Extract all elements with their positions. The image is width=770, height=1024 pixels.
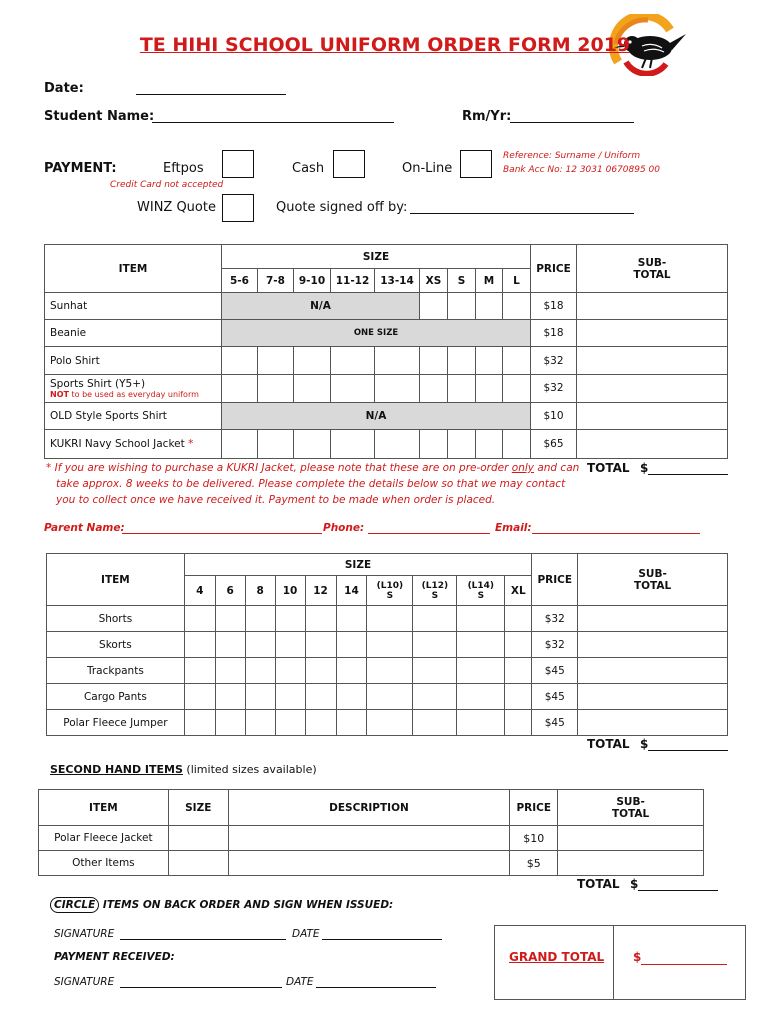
bank-account: Bank Acc No: 12 3031 0670895 00: [503, 165, 660, 175]
qty-cell[interactable]: [503, 293, 531, 320]
qty-cell[interactable]: [275, 606, 305, 632]
item-note: NOT to be used as everyday uniform: [50, 389, 199, 399]
bank-reference: Reference: Surname / Uniform: [503, 151, 641, 161]
size-col: (L10) S: [367, 576, 413, 606]
size-col: 4: [184, 576, 215, 606]
subtotal-header: SUB- TOTAL: [578, 554, 728, 606]
qty-cell[interactable]: [215, 658, 245, 684]
item-price: $32: [532, 606, 578, 632]
size-cell[interactable]: [168, 826, 228, 851]
subtotal-cell[interactable]: [577, 293, 728, 320]
qty-cell[interactable]: [245, 684, 275, 710]
qty-cell[interactable]: [367, 632, 413, 658]
subtotal-header: SUB- TOTAL: [558, 790, 704, 826]
item-name: Polar Fleece Jacket: [39, 826, 169, 851]
size-col: L: [503, 269, 531, 293]
qty-cell[interactable]: [215, 632, 245, 658]
item-price: $5: [510, 851, 558, 876]
qty-cell[interactable]: [294, 347, 331, 374]
subtotal-cell[interactable]: [578, 658, 728, 684]
subtotal-cell[interactable]: [577, 429, 728, 458]
uniform-table-2: [46, 553, 728, 736]
qty-cell[interactable]: [305, 710, 336, 736]
item-name: Other Items: [39, 851, 169, 876]
total-dollar-3: $: [630, 877, 639, 891]
item-name: Beanie: [45, 320, 222, 347]
qty-cell[interactable]: [336, 632, 367, 658]
item-name: Sports Shirt (Y5+): [50, 377, 146, 390]
size-col: (L12) S: [413, 576, 457, 606]
item-price: $45: [532, 658, 578, 684]
qty-cell[interactable]: [258, 429, 294, 458]
qty-cell[interactable]: [331, 429, 375, 458]
payment-received-label: PAYMENT RECEIVED:: [54, 951, 175, 963]
subtotal-cell[interactable]: [577, 320, 728, 347]
qty-cell[interactable]: [245, 632, 275, 658]
qty-cell[interactable]: [275, 684, 305, 710]
size-col: XL: [505, 576, 532, 606]
item-name-cell: [45, 374, 222, 402]
table-row: [45, 402, 728, 429]
description-cell[interactable]: [228, 826, 510, 851]
subtotal-header: SUB- TOTAL: [577, 245, 728, 293]
item-price: $10: [510, 826, 558, 851]
student-name-label: Student Name:: [44, 109, 155, 124]
description-cell[interactable]: [228, 851, 510, 876]
eftpos-checkbox[interactable]: [222, 150, 254, 178]
subtotal-cell[interactable]: [577, 402, 728, 429]
qty-cell[interactable]: [457, 710, 505, 736]
table-row: [39, 851, 704, 876]
date-field[interactable]: [136, 94, 286, 95]
cash-checkbox[interactable]: [333, 150, 365, 178]
total-dollar-1: $: [640, 461, 649, 475]
na-cell: N/A: [222, 293, 420, 320]
phone-label: Phone:: [323, 522, 365, 534]
date-label-2: DATE: [286, 976, 314, 988]
qty-cell[interactable]: [420, 429, 448, 458]
parent-name-field[interactable]: [122, 533, 322, 534]
qty-cell[interactable]: [413, 632, 457, 658]
qty-cell[interactable]: [367, 684, 413, 710]
back-order-heading: CIRCLE ITEMS ON BACK ORDER AND SIGN WHEN ISSUED:: [50, 899, 393, 911]
item-name: Trackpants: [47, 658, 185, 684]
second-hand-table: [38, 789, 704, 876]
subtotal-cell[interactable]: [558, 851, 704, 876]
qty-cell[interactable]: [331, 374, 375, 402]
total-dollar-2: $: [640, 737, 649, 751]
qty-cell[interactable]: [336, 658, 367, 684]
qty-cell[interactable]: [375, 347, 420, 374]
size-col: S: [448, 269, 476, 293]
size-col: 14: [336, 576, 367, 606]
qty-cell[interactable]: [294, 429, 331, 458]
item-price: $18: [531, 320, 577, 347]
table-row: [47, 684, 728, 710]
qty-cell[interactable]: [222, 374, 258, 402]
size-col: 9-10: [294, 269, 331, 293]
qty-cell[interactable]: [448, 429, 476, 458]
qty-cell[interactable]: [476, 429, 503, 458]
qty-cell[interactable]: [375, 374, 420, 402]
price-header: PRICE: [532, 554, 578, 606]
size-col: 8: [245, 576, 275, 606]
item-header: ITEM: [45, 245, 222, 293]
online-label: On-Line: [402, 161, 453, 176]
qty-cell[interactable]: [367, 606, 413, 632]
grand-total-dollar: $: [633, 950, 642, 964]
qty-cell[interactable]: [505, 684, 532, 710]
subtotal-cell[interactable]: [577, 374, 728, 402]
credit-card-note: Credit Card not accepted: [110, 180, 224, 190]
item-price: $45: [532, 684, 578, 710]
total-label-2: TOTAL: [587, 737, 630, 751]
date-field-2[interactable]: [316, 987, 436, 988]
qty-cell[interactable]: [476, 347, 503, 374]
table-row: [45, 293, 728, 320]
size-cell[interactable]: [168, 851, 228, 876]
kukri-note: * If you are wishing to purchase a KUKRI Jacket, please note that these are on pre-order only and can take approx. 8 weeks to be delivered. Please complete the details below so that we may contact you to collect once we have received it. Payment to be made when order is placed.: [46, 462, 580, 506]
price-header: PRICE: [531, 245, 577, 293]
item-price: $18: [531, 293, 577, 320]
item-name: Polo Shirt: [45, 347, 222, 374]
size-col: 11-12: [331, 269, 375, 293]
phone-field[interactable]: [368, 533, 490, 534]
qty-cell[interactable]: [184, 684, 215, 710]
parent-name-label: Parent Name:: [44, 522, 125, 534]
qty-cell[interactable]: [184, 658, 215, 684]
item-header: ITEM: [47, 554, 185, 606]
grand-total-box: [494, 925, 746, 1000]
size-header: SIZE: [168, 790, 228, 826]
date-label-1: DATE: [292, 928, 320, 940]
qty-cell[interactable]: [184, 606, 215, 632]
signature-field-2[interactable]: [120, 987, 282, 988]
qty-cell[interactable]: [275, 632, 305, 658]
qty-cell[interactable]: [476, 374, 503, 402]
subtotal-cell[interactable]: [558, 826, 704, 851]
subtotal-cell[interactable]: [578, 606, 728, 632]
qty-cell[interactable]: [222, 429, 258, 458]
item-name: Polar Fleece Jumper: [47, 710, 185, 736]
item-name: Cargo Pants: [47, 684, 185, 710]
qty-cell[interactable]: [294, 374, 331, 402]
qty-cell[interactable]: [367, 658, 413, 684]
qty-cell[interactable]: [275, 710, 305, 736]
table-row: [45, 347, 728, 374]
qty-cell[interactable]: [245, 606, 275, 632]
size-col: XS: [420, 269, 448, 293]
cash-label: Cash: [292, 161, 325, 176]
qty-cell[interactable]: [448, 347, 476, 374]
qty-cell[interactable]: [184, 632, 215, 658]
qty-cell[interactable]: [448, 374, 476, 402]
subtotal-cell[interactable]: [578, 684, 728, 710]
size-col: 5-6: [222, 269, 258, 293]
total-label-1: TOTAL: [587, 461, 630, 475]
form-title: TE HIHI SCHOOL UNIFORM ORDER FORM 2019: [139, 34, 631, 56]
item-name: Sunhat: [45, 293, 222, 320]
item-price: $65: [531, 429, 577, 458]
table-row: [45, 374, 728, 402]
qty-cell[interactable]: [215, 606, 245, 632]
rmyr-label: Rm/Yr:: [462, 109, 512, 124]
grand-total-field[interactable]: [641, 964, 727, 965]
size-col: 10: [275, 576, 305, 606]
table-row: [47, 658, 728, 684]
second-hand-heading: SECOND HAND ITEMS (limited sizes available): [50, 763, 317, 776]
total-label-3: TOTAL: [577, 877, 620, 891]
qty-cell[interactable]: [413, 684, 457, 710]
qty-cell[interactable]: [305, 658, 336, 684]
item-name: Skorts: [47, 632, 185, 658]
item-price: $10: [531, 402, 577, 429]
item-name: OLD Style Sports Shirt: [45, 402, 222, 429]
item-price: $32: [531, 347, 577, 374]
qty-cell[interactable]: [505, 710, 532, 736]
size-header: SIZE: [184, 554, 531, 576]
uniform-table-1: [44, 244, 728, 459]
description-header: DESCRIPTION: [228, 790, 510, 826]
qty-cell[interactable]: [457, 606, 505, 632]
signature-field-1[interactable]: [120, 939, 286, 940]
email-field[interactable]: [532, 533, 700, 534]
date-field-1[interactable]: [322, 939, 442, 940]
total-field-1[interactable]: [648, 474, 728, 475]
item-price: $45: [532, 710, 578, 736]
qty-cell[interactable]: [336, 684, 367, 710]
size-col: 7-8: [258, 269, 294, 293]
grand-divider: [613, 926, 614, 999]
eftpos-label: Eftpos: [163, 161, 204, 176]
price-header: PRICE: [510, 790, 558, 826]
qty-cell[interactable]: [367, 710, 413, 736]
qty-cell[interactable]: [413, 658, 457, 684]
student-name-field[interactable]: [152, 122, 394, 123]
qty-cell[interactable]: [215, 710, 245, 736]
date-label: Date:: [44, 81, 84, 96]
qty-cell[interactable]: [375, 429, 420, 458]
qty-cell[interactable]: [336, 710, 367, 736]
qty-cell[interactable]: [222, 347, 258, 374]
qty-cell[interactable]: [258, 347, 294, 374]
qty-cell[interactable]: [420, 347, 448, 374]
qty-cell[interactable]: [420, 293, 448, 320]
winz-quote-label: WINZ Quote: [137, 200, 216, 215]
qty-cell[interactable]: [305, 684, 336, 710]
table-row: [45, 429, 728, 458]
table-row: [45, 320, 728, 347]
qty-cell[interactable]: [275, 658, 305, 684]
qty-cell[interactable]: [503, 374, 531, 402]
qty-cell[interactable]: [448, 293, 476, 320]
quote-signed-label: Quote signed off by:: [276, 200, 408, 215]
size-col: (L14) S: [457, 576, 505, 606]
grand-total-label: GRAND TOTAL: [509, 950, 605, 964]
item-price: $32: [531, 374, 577, 402]
qty-cell[interactable]: [457, 658, 505, 684]
size-col: 13-14: [375, 269, 420, 293]
na-cell: N/A: [222, 402, 531, 429]
payment-label: PAYMENT:: [44, 161, 117, 176]
qty-cell[interactable]: [245, 658, 275, 684]
qty-cell[interactable]: [503, 429, 531, 458]
signature-label-2: SIGNATURE: [54, 976, 115, 988]
online-checkbox[interactable]: [460, 150, 492, 178]
table-row: [47, 606, 728, 632]
qty-cell[interactable]: [505, 606, 532, 632]
subtotal-cell[interactable]: [578, 632, 728, 658]
subtotal-cell[interactable]: [577, 347, 728, 374]
total-field-2[interactable]: [648, 750, 728, 751]
qty-cell[interactable]: [305, 606, 336, 632]
table-row: [47, 710, 728, 736]
qty-cell[interactable]: [336, 606, 367, 632]
qty-cell[interactable]: [505, 658, 532, 684]
size-col: M: [476, 269, 503, 293]
size-header: SIZE: [222, 245, 531, 269]
size-col: 6: [215, 576, 245, 606]
item-price: $32: [532, 632, 578, 658]
circle-word: CIRCLE: [50, 897, 99, 913]
qty-cell[interactable]: [420, 374, 448, 402]
table-row: [39, 826, 704, 851]
qty-cell[interactable]: [258, 374, 294, 402]
email-label: Email:: [495, 522, 532, 534]
qty-cell[interactable]: [413, 606, 457, 632]
qty-cell[interactable]: [457, 632, 505, 658]
item-name: Shorts: [47, 606, 185, 632]
one-size-cell: ONE SIZE: [222, 320, 531, 347]
qty-cell[interactable]: [457, 684, 505, 710]
quote-signed-field[interactable]: [410, 213, 634, 214]
item-header: ITEM: [39, 790, 169, 826]
qty-cell[interactable]: [503, 347, 531, 374]
qty-cell[interactable]: [215, 684, 245, 710]
qty-cell[interactable]: [305, 632, 336, 658]
qty-cell[interactable]: [505, 632, 532, 658]
item-name-cell: KUKRI Navy School Jacket *: [45, 429, 222, 458]
signature-label-1: SIGNATURE: [54, 928, 115, 940]
qty-cell[interactable]: [331, 347, 375, 374]
table-row: [47, 632, 728, 658]
size-col: 12: [305, 576, 336, 606]
qty-cell[interactable]: [476, 293, 503, 320]
rmyr-field[interactable]: [510, 122, 634, 123]
qty-cell[interactable]: [184, 710, 215, 736]
total-field-3[interactable]: [638, 890, 718, 891]
qty-cell[interactable]: [245, 710, 275, 736]
winz-quote-checkbox[interactable]: [222, 194, 254, 222]
subtotal-cell[interactable]: [578, 710, 728, 736]
qty-cell[interactable]: [413, 710, 457, 736]
